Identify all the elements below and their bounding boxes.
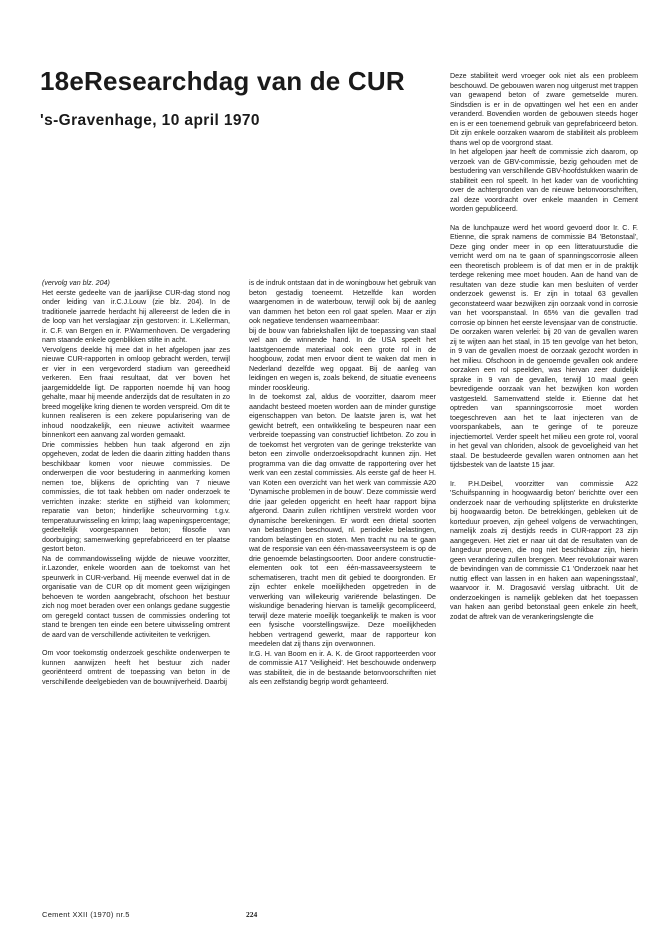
paragraph: is de indruk ontstaan dat in de woningbouw het gebruik van beton gestadig toeneemt. Hetzelfde kan worden waargenomen in de waterbouw, terwijl ook bij de aanleg van dammen het beton een rol gaat spelen. Maar er zijn ook negatieve tendensen waarneembaar:: [249, 279, 436, 325]
text-column-3: [450, 72, 638, 882]
paragraph: Drie commissies hebben hun taak afgerond en zijn opgeheven, zodat de leden die daarin zitting hadden thans beschikbaar komen voor nieuwe commissies. De onderwerpen die voor bestudering in aanmerking komen nemen toe, blijkens de oprichting van 7 nieuwe commissies, die tot taak hebben om nader onderzoek te verrichten inzake: sterkte en stijfheid van kolommen; reparatie van beton; hinderlijke scheurvorming t.g.v. temperatuurwisseling en krimp; laag wapeningspercentage; gedeeltelijk voorgespannen beton; filosofie van doorbuiging; samenwerking geprefabriceerd en ter plaatse gestort beton.: [42, 440, 230, 553]
paragraph: De oorzaken waren velerlei: bij 20 van de gevallen waren zij te wijten aan het staal, in 15 ten gevolge van het beton, in 9 van de gevallen moest de oorzaak gezocht worden in het milieu. Ofschoon in de genoemde gevallen ook andere oorzaken een rol speelden, was hiervan zeer duidelijk sprake in 9 van de gevallen, terwijl 10 maal geen bevredigende oorzaak van het bezwijken kon worden vastgesteld. Samenvattend stelde ir. Etienne dat het optreden van spanningscorrosie moet worden toegeschreven aan het te laat injecteren van de voorspankabels, aan te geringe of te poreuze injectiemortel. Verder speelt het milieu een grote rol, vooral in het geval van chloriden, alsook de gevoeligheid van het staal. De bestudeerde gevallen waren ontnomen aan het tijdsbestek van de laatste 15 jaar.: [450, 328, 638, 469]
continued-note: (vervolg van blz. 204): [42, 279, 110, 287]
article-subtitle: 's-Gravenhage, 10 april 1970: [40, 112, 260, 129]
paragraph: Deze stabiliteit werd vroeger ook niet als een probleem beschouwd. De gebouwen waren nog uitgerust met trappen van gewapend beton of zware gemetselde muren. Sindsdien is er in de opvattingen wel het een en ander veranderd. Bovendien worden de gebouwen steeds hoger en is er een toenemend gebruik van geprefabriceerd beton. Dit zijn enkele oorzaken waarom de stabiliteit als probleem thans wel op de voorgrond staat.: [450, 72, 638, 147]
page-number: 224: [246, 910, 258, 919]
paragraph: Ir. P.H.Deibel, voorzitter van commissie A22 'Schuifspanning in hoogwaardig beton' berichtte over een onderzoek naar de verhouding splijtsterkte en druksterkte bij hoogwaardig beton. De betrekkingen, gebleken uit de korteduur proeven, zijn geheel volgens de verwachtingen, namelijk zoals zij destijds reeds in CUR-rapport 23 zijn aangegeven. Het ziet er naar uit dat de resultaten van de langeduur proeven, die nog niet beschikbaar zijn, hierin geen verandering zullen brengen. Meer revolutionair waren de bevindingen van de commissie C1 'Onderzoek naar het nuttig effect van lassen in en haken aan wapeningsstaal', waarvoor ir. M. Dragosavić verslag uitbracht. Uit de onderzoekingen is namelijk gebleken dat het toepassen van haken aan geribd betonstaal geen enkele zin heeft, zodat de aftrek van de verankeringslengte die: [450, 479, 638, 621]
paragraph: Het eerste gedeelte van de jaarlijkse CUR-dag stond nog onder leiding van ir.C.J.Louw (zie blz. 204). In de traditionele jaarrede herdacht hij allereerst de leden die in de loop van het verslagjaar zijn gestorven: ir. L.Kellerman, ir. C.F. van Bergen en ir. P.Warmenhoven. De vergadering nam staande enkele ogenblikken stilte in acht.: [42, 288, 230, 344]
paragraph: Ir.G. H. van Boom en ir. A. K. de Groot rapporteerden voor de commissie A17 'Veiligheid'. Het beschouwde onderwerp was stabiliteit, die in de bestaande betonvoorschriften niet als een zelfstandig begrip wordt gehanteerd.: [249, 649, 436, 686]
paragraph: In de toekomst zal, aldus de voorzitter, daarom meer aandacht besteed moeten worden aan de minder gunstige eigenschappen van beton. De laatste jaren is, wat het gewicht betreft, een ontwikkeling te bespeuren naar een verbreide toepassing van constructief lichtbeton. Zo zou in de toekomst het vergroten van de geringe treksterkte van beton een zinvolle onderzoeksopdracht kunnen zijn. Het programma van die dag omvatte de rapportering over het werk van een zestal commissies. Als eerste gaf de heer H. van Koten een overzicht van het werk van commissie A20 'Dynamische problemen in de bouw'. Deze commissie werd drie jaar geleden opgericht en heeft haar rapport bijna afgerond. Daarin zullen richtlijnen verstrekt worden voor dynamische berekeningen. Er wordt een drietal soorten van belastingen beschouwd, nl. periodieke belastingen, random belastingen en stoten. Men tracht nu na te gaan wat de responsie van een één-massaveersysteem is op de drie genoemde belastingsoorten. Door andere constructie-elementen ook tot een één-massaveersysteem te schematiseren, tracht men dit gebied te doorgronden. Er zijn echter enkele moeilijkheden opgetreden in de verwerking van willekeurig variërende belastingen. De wiskundige benadering hiervan is tamelijk gecompliceerd, terwijl deze materie moeilijk toegankelijk te maken is voor een fysische voorstellingswijze. Deze moeilijkheden hebben vertragend gewerkt, maar de rapporteur kon meedelen dat zij thans zijn overwonnen.: [249, 393, 436, 648]
paragraph: In het afgelopen jaar heeft de commissie zich daarom, op verzoek van de GBV-commissie, bezig gehouden met de bestudering van verschillende GBV-hoofdstukken waarin de stabiliteit een rol speelt. In het kader van de voorlichting over de achtergronden van de nieuwe betonvoorschriften, zal deze voordracht over enkele maanden in Cement worden gepubliceerd.: [450, 148, 638, 213]
paragraph: Na de commandowisseling wijdde de nieuwe voorzitter, ir.Lazonder, enkele woorden aan de toekomst van het speurwerk in CUR-verband. Hij meende evenwel dat in de organisatie van de CUR op dit moment geen wijzigingen behoeven te worden aangebracht, ofschoon het bestuur zich nog moet beraden over een onlangs gedane suggestie om geregeld contact tussen de commissies onderling tot stand te brengen ten einde een betere uitwisseling omtrent de aard van de verschillende activiteiten te verkrijgen.: [42, 554, 230, 639]
paragraph: bij de bouw van fabriekshallen lijkt de toepassing van staal wel aan de winnende hand. In de USA speelt het laatstgenoemde materiaal ook een grote rol in de hoogbouw, zodat men ervoor dient te waken dat men in Nederland dezelfde weg opgaat. Bij de aanleg van leidingen en wegen is, zoals bekend, de situatie eveneens minder rooskleurig.: [249, 326, 436, 392]
journal-footer: Cement XXII (1970) nr.5: [42, 910, 130, 919]
paragraph: Na de lunchpauze werd het woord gevoerd door Ir. C. F. Etienne, die sprak namens de commissie B4 'Betonstaal', Deze ging onder meer in op een litteratuurstudie die verricht werd om na te gaan of spanningscorrosie alleen een theoretisch probleem is of dat men er in de praktijk terdege rekening mee moet houden. Aan de hand van de resultaten van deze studie kan men besluiten of verder onderzoek gewenst is. Er zijn in totaal 63 gevallen geconstateerd waar bezwijken zijn oorzaak vond in corrosie van het voorspanstaal. In 65% van die gevallen trad corrosie op binnen het eerste levensjaar van de constructie.: [450, 223, 638, 327]
paragraph: Vervolgens deelde hij mee dat in het afgelopen jaar zes nieuwe CUR-rapporten in omloop gebracht werden, terwijl er vier in een vergevorderd stadium van gereedheid verkeren. Een fraai resultaat, dat ver boven het jaargemiddelde ligt. De rapporten noemde hij van hoog gehalte, maar hij meende anderzijds dat de resultaten in zo breed mogelijke kring dienen te worden verspreid. Om dit te kunnen realiseren is een zekere popularisering van de inhoud noodzakelijk, een nieuwe activiteit waarmee binnenkort een aanvang zal worden gemaakt.: [42, 345, 230, 439]
paragraph: Om voor toekomstig onderzoek geschikte onderwerpen te kunnen aanwijzen heeft het bestuur zich nader georiënteerd omtrent de toepassing van beton in de verschillende deelgebieden van de bouwnijverheid. Daarbij: [42, 649, 230, 686]
article-title: 18eResearchdag van de CUR: [40, 66, 405, 96]
text-column-1: [42, 279, 230, 879]
text-column-2: [249, 279, 436, 879]
